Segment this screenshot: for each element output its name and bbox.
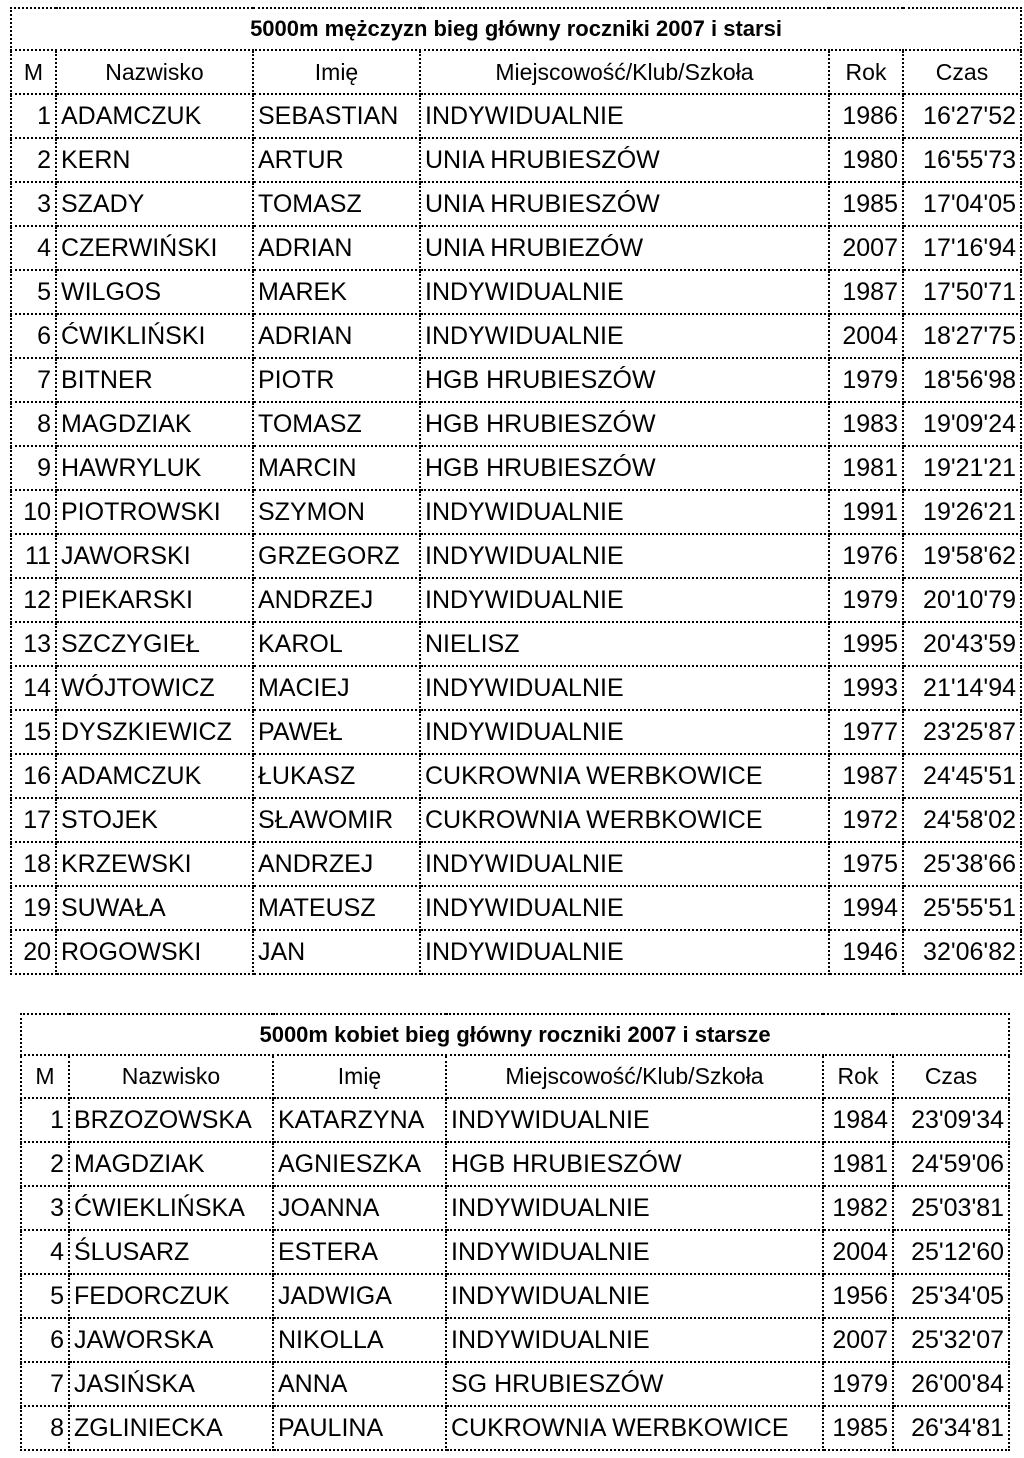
- cell-first-name: KAROL: [253, 622, 420, 666]
- cell-first-name: MAREK: [253, 270, 420, 314]
- cell-club: INDYWIDUALNIE: [420, 842, 829, 886]
- cell-surname: SUWAŁA: [56, 886, 253, 930]
- cell-place: 4: [21, 1230, 69, 1274]
- table-row: [11, 754, 1021, 798]
- cell-club: CUKROWNIA WERBKOWICE: [420, 754, 829, 798]
- cell-place: 3: [11, 182, 56, 226]
- cell-time: 26'34'81: [893, 1406, 1009, 1450]
- header-row: [21, 1055, 1009, 1098]
- cell-club: HGB HRUBIESZÓW: [420, 358, 829, 402]
- cell-club: INDYWIDUALNIE: [420, 666, 829, 710]
- cell-birth-year: 1991: [829, 490, 903, 534]
- table-row: [11, 358, 1021, 402]
- table-row: [11, 622, 1021, 666]
- cell-time: 17'50'71: [903, 270, 1021, 314]
- cell-time: 26'00'84: [893, 1362, 1009, 1406]
- cell-time: 20'43'59: [903, 622, 1021, 666]
- cell-birth-year: 1985: [823, 1406, 893, 1450]
- cell-time: 24'58'02: [903, 798, 1021, 842]
- table-row: [11, 666, 1021, 710]
- cell-place: 1: [11, 94, 56, 138]
- cell-surname: MAGDZIAK: [69, 1142, 273, 1186]
- cell-surname: BITNER: [56, 358, 253, 402]
- cell-place: 11: [11, 534, 56, 578]
- cell-time: 32'06'82: [903, 930, 1021, 974]
- cell-surname: ĆWIEKLIŃSKA: [69, 1186, 273, 1230]
- cell-birth-year: 1981: [823, 1142, 893, 1186]
- cell-surname: BRZOZOWSKA: [69, 1098, 273, 1142]
- cell-first-name: ESTERA: [273, 1230, 446, 1274]
- column-header-surname: Nazwisko: [69, 1055, 273, 1098]
- men-results-body: [11, 8, 1021, 974]
- cell-place: 2: [21, 1142, 69, 1186]
- cell-time: 18'56'98: [903, 358, 1021, 402]
- cell-birth-year: 1979: [829, 578, 903, 622]
- cell-birth-year: 2007: [829, 226, 903, 270]
- cell-first-name: KATARZYNA: [273, 1098, 446, 1142]
- cell-club: INDYWIDUALNIE: [446, 1230, 823, 1274]
- table-row: [21, 1406, 1009, 1450]
- cell-time: 16'55'73: [903, 138, 1021, 182]
- cell-place: 14: [11, 666, 56, 710]
- cell-club: CUKROWNIA WERBKOWICE: [446, 1406, 823, 1450]
- cell-surname: MAGDZIAK: [56, 402, 253, 446]
- cell-surname: PIOTROWSKI: [56, 490, 253, 534]
- cell-first-name: SŁAWOMIR: [253, 798, 420, 842]
- cell-surname: JAWORSKI: [56, 534, 253, 578]
- table-row: [11, 226, 1021, 270]
- column-header-place: M: [21, 1055, 69, 1098]
- cell-club: CUKROWNIA WERBKOWICE: [420, 798, 829, 842]
- cell-surname: HAWRYLUK: [56, 446, 253, 490]
- cell-first-name: GRZEGORZ: [253, 534, 420, 578]
- cell-birth-year: 1977: [829, 710, 903, 754]
- cell-club: INDYWIDUALNIE: [420, 886, 829, 930]
- cell-birth-year: 1993: [829, 666, 903, 710]
- cell-place: 10: [11, 490, 56, 534]
- cell-birth-year: 1972: [829, 798, 903, 842]
- cell-surname: WÓJTOWICZ: [56, 666, 253, 710]
- table-row: [21, 1274, 1009, 1318]
- cell-club: UNIA HRUBIESZÓW: [420, 182, 829, 226]
- table-row: [11, 798, 1021, 842]
- table-row: [21, 1230, 1009, 1274]
- table-row: [11, 402, 1021, 446]
- cell-birth-year: 1946: [829, 930, 903, 974]
- column-header-surname: Nazwisko: [56, 50, 253, 94]
- cell-time: 25'34'05: [893, 1274, 1009, 1318]
- cell-place: 6: [21, 1318, 69, 1362]
- cell-time: 19'58'62: [903, 534, 1021, 578]
- cell-place: 4: [11, 226, 56, 270]
- cell-birth-year: 1975: [829, 842, 903, 886]
- cell-first-name: AGNIESZKA: [273, 1142, 446, 1186]
- cell-first-name: SEBASTIAN: [253, 94, 420, 138]
- cell-surname: ŚLUSARZ: [69, 1230, 273, 1274]
- cell-place: 19: [11, 886, 56, 930]
- cell-first-name: ŁUKASZ: [253, 754, 420, 798]
- table-row: [11, 314, 1021, 358]
- cell-first-name: PAULINA: [273, 1406, 446, 1450]
- cell-time: 24'45'51: [903, 754, 1021, 798]
- cell-birth-year: 1984: [823, 1098, 893, 1142]
- cell-surname: KERN: [56, 138, 253, 182]
- cell-birth-year: 1995: [829, 622, 903, 666]
- cell-place: 7: [21, 1362, 69, 1406]
- cell-club: INDYWIDUALNIE: [420, 534, 829, 578]
- cell-first-name: TOMASZ: [253, 182, 420, 226]
- cell-time: 16'27'52: [903, 94, 1021, 138]
- cell-club: INDYWIDUALNIE: [420, 270, 829, 314]
- cell-birth-year: 1981: [829, 446, 903, 490]
- table-row: [21, 1362, 1009, 1406]
- cell-time: 25'32'07: [893, 1318, 1009, 1362]
- cell-club: HGB HRUBIESZÓW: [446, 1142, 823, 1186]
- cell-first-name: PAWEŁ: [253, 710, 420, 754]
- cell-place: 8: [11, 402, 56, 446]
- table-row: [11, 138, 1021, 182]
- cell-place: 13: [11, 622, 56, 666]
- cell-surname: ZGLINIECKA: [69, 1406, 273, 1450]
- table-row: [21, 1318, 1009, 1362]
- column-header-first-name: Imię: [273, 1055, 446, 1098]
- cell-place: 12: [11, 578, 56, 622]
- cell-birth-year: 1985: [829, 182, 903, 226]
- table-row: [11, 94, 1021, 138]
- column-header-first-name: Imię: [253, 50, 420, 94]
- cell-club: INDYWIDUALNIE: [420, 490, 829, 534]
- cell-birth-year: 1980: [829, 138, 903, 182]
- cell-birth-year: 1982: [823, 1186, 893, 1230]
- cell-surname: SZCZYGIEŁ: [56, 622, 253, 666]
- table-row: [11, 270, 1021, 314]
- cell-place: 18: [11, 842, 56, 886]
- cell-surname: DYSZKIEWICZ: [56, 710, 253, 754]
- cell-surname: ADAMCZUK: [56, 754, 253, 798]
- cell-club: HGB HRUBIESZÓW: [420, 446, 829, 490]
- men-results-table: [10, 7, 1022, 975]
- cell-club: INDYWIDUALNIE: [446, 1186, 823, 1230]
- cell-place: 3: [21, 1186, 69, 1230]
- cell-birth-year: 1979: [829, 358, 903, 402]
- cell-first-name: ANDRZEJ: [253, 578, 420, 622]
- cell-birth-year: 1956: [823, 1274, 893, 1318]
- table-row: [21, 1186, 1009, 1230]
- cell-place: 15: [11, 710, 56, 754]
- cell-place: 2: [11, 138, 56, 182]
- cell-club: INDYWIDUALNIE: [446, 1098, 823, 1142]
- cell-first-name: MARCIN: [253, 446, 420, 490]
- cell-birth-year: 1994: [829, 886, 903, 930]
- cell-place: 8: [21, 1406, 69, 1450]
- cell-club: INDYWIDUALNIE: [446, 1318, 823, 1362]
- table-title-row: [21, 1014, 1009, 1055]
- cell-club: INDYWIDUALNIE: [420, 710, 829, 754]
- table-title: 5000m kobiet bieg główny roczniki 2007 i starsze: [21, 1014, 1009, 1055]
- column-header-time: Czas: [893, 1055, 1009, 1098]
- column-header-place: M: [11, 50, 56, 94]
- cell-place: 7: [11, 358, 56, 402]
- cell-surname: CZERWIŃSKI: [56, 226, 253, 270]
- cell-time: 25'55'51: [903, 886, 1021, 930]
- cell-place: 5: [21, 1274, 69, 1318]
- cell-surname: FEDORCZUK: [69, 1274, 273, 1318]
- cell-first-name: SZYMON: [253, 490, 420, 534]
- cell-time: 25'12'60: [893, 1230, 1009, 1274]
- header-row: [11, 50, 1021, 94]
- cell-club: INDYWIDUALNIE: [446, 1274, 823, 1318]
- table-row: [11, 930, 1021, 974]
- table-row: [11, 578, 1021, 622]
- table-row: [11, 842, 1021, 886]
- cell-surname: ĆWIKLIŃSKI: [56, 314, 253, 358]
- column-header-club: Miejscowość/Klub/Szkoła: [446, 1055, 823, 1098]
- column-header-time: Czas: [903, 50, 1021, 94]
- cell-time: 24'59'06: [893, 1142, 1009, 1186]
- cell-birth-year: 2007: [823, 1318, 893, 1362]
- cell-first-name: ANDRZEJ: [253, 842, 420, 886]
- cell-time: 23'25'87: [903, 710, 1021, 754]
- cell-club: INDYWIDUALNIE: [420, 578, 829, 622]
- cell-time: 25'38'66: [903, 842, 1021, 886]
- cell-club: NIELISZ: [420, 622, 829, 666]
- cell-first-name: JADWIGA: [273, 1274, 446, 1318]
- cell-club: INDYWIDUALNIE: [420, 94, 829, 138]
- cell-time: 23'09'34: [893, 1098, 1009, 1142]
- cell-first-name: TOMASZ: [253, 402, 420, 446]
- cell-club: SG HRUBIESZÓW: [446, 1362, 823, 1406]
- cell-place: 6: [11, 314, 56, 358]
- cell-place: 9: [11, 446, 56, 490]
- cell-club: INDYWIDUALNIE: [420, 314, 829, 358]
- cell-surname: KRZEWSKI: [56, 842, 253, 886]
- cell-place: 5: [11, 270, 56, 314]
- cell-time: 18'27'75: [903, 314, 1021, 358]
- cell-club: HGB HRUBIESZÓW: [420, 402, 829, 446]
- cell-first-name: ADRIAN: [253, 314, 420, 358]
- table-row: [11, 182, 1021, 226]
- cell-time: 19'26'21: [903, 490, 1021, 534]
- women-results-table: [20, 1013, 1010, 1451]
- table-row: [11, 886, 1021, 930]
- table-row: [11, 710, 1021, 754]
- cell-time: 17'16'94: [903, 226, 1021, 270]
- cell-club: UNIA HRUBIEZÓW: [420, 226, 829, 270]
- table-title-row: [11, 8, 1021, 50]
- table-row: [21, 1142, 1009, 1186]
- cell-first-name: MATEUSZ: [253, 886, 420, 930]
- table-row: [11, 446, 1021, 490]
- cell-first-name: PIOTR: [253, 358, 420, 402]
- cell-first-name: NIKOLLA: [273, 1318, 446, 1362]
- cell-place: 20: [11, 930, 56, 974]
- cell-first-name: ADRIAN: [253, 226, 420, 270]
- cell-surname: SZADY: [56, 182, 253, 226]
- cell-birth-year: 2004: [823, 1230, 893, 1274]
- cell-surname: JAWORSKA: [69, 1318, 273, 1362]
- cell-first-name: JAN: [253, 930, 420, 974]
- cell-first-name: ANNA: [273, 1362, 446, 1406]
- cell-time: 20'10'79: [903, 578, 1021, 622]
- cell-surname: STOJEK: [56, 798, 253, 842]
- cell-birth-year: 1986: [829, 94, 903, 138]
- table-title: 5000m mężczyzn bieg główny roczniki 2007 i starsi: [11, 8, 1021, 50]
- cell-first-name: JOANNA: [273, 1186, 446, 1230]
- cell-time: 19'21'21: [903, 446, 1021, 490]
- cell-place: 16: [11, 754, 56, 798]
- cell-surname: JASIŃSKA: [69, 1362, 273, 1406]
- cell-place: 17: [11, 798, 56, 842]
- cell-first-name: MACIEJ: [253, 666, 420, 710]
- cell-first-name: ARTUR: [253, 138, 420, 182]
- cell-time: 25'03'81: [893, 1186, 1009, 1230]
- women-results-body: [21, 1014, 1009, 1450]
- cell-birth-year: 1987: [829, 754, 903, 798]
- cell-club: INDYWIDUALNIE: [420, 930, 829, 974]
- cell-birth-year: 1983: [829, 402, 903, 446]
- table-row: [11, 534, 1021, 578]
- column-header-club: Miejscowość/Klub/Szkoła: [420, 50, 829, 94]
- column-header-birth-year: Rok: [823, 1055, 893, 1098]
- column-header-birth-year: Rok: [829, 50, 903, 94]
- cell-surname: ROGOWSKI: [56, 930, 253, 974]
- cell-birth-year: 1987: [829, 270, 903, 314]
- cell-place: 1: [21, 1098, 69, 1142]
- cell-time: 17'04'05: [903, 182, 1021, 226]
- cell-surname: WILGOS: [56, 270, 253, 314]
- cell-club: UNIA HRUBIESZÓW: [420, 138, 829, 182]
- cell-surname: ADAMCZUK: [56, 94, 253, 138]
- cell-surname: PIEKARSKI: [56, 578, 253, 622]
- cell-birth-year: 1979: [823, 1362, 893, 1406]
- cell-time: 19'09'24: [903, 402, 1021, 446]
- table-row: [21, 1098, 1009, 1142]
- cell-birth-year: 2004: [829, 314, 903, 358]
- cell-birth-year: 1976: [829, 534, 903, 578]
- table-row: [11, 490, 1021, 534]
- cell-time: 21'14'94: [903, 666, 1021, 710]
